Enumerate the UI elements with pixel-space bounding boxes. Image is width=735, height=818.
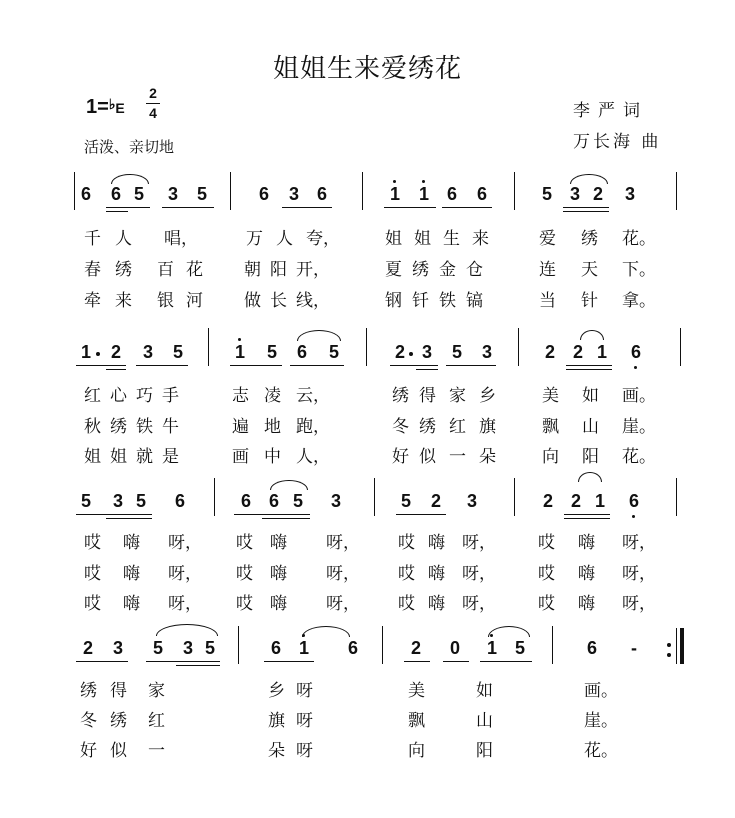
barline bbox=[366, 328, 367, 366]
lyric: 飘 bbox=[408, 711, 425, 731]
lyric: 牛 bbox=[162, 417, 179, 437]
lyric: 呀， bbox=[326, 564, 360, 584]
lyric: 仓 bbox=[466, 260, 483, 280]
beam bbox=[563, 211, 609, 212]
lyric: 牵 bbox=[84, 291, 101, 311]
beam bbox=[106, 207, 150, 208]
lyric: 嗨 bbox=[428, 564, 445, 584]
beam bbox=[396, 514, 446, 515]
beam bbox=[566, 365, 612, 366]
lyric: 红 bbox=[449, 417, 466, 437]
lyric: 哎 bbox=[236, 533, 253, 553]
octave-dot bbox=[238, 338, 241, 341]
lyric: 金 bbox=[439, 260, 456, 280]
note: 6 bbox=[258, 184, 269, 204]
lyric: 花 bbox=[186, 260, 203, 280]
beam bbox=[76, 514, 152, 515]
lyric: 哎 bbox=[538, 564, 555, 584]
lyric: 做 bbox=[244, 291, 261, 311]
note: 5 bbox=[204, 638, 215, 658]
lyric: 人 bbox=[115, 229, 132, 249]
beam bbox=[234, 514, 310, 515]
barline bbox=[208, 328, 209, 366]
key-signature: 1=♭E bbox=[86, 96, 125, 118]
note: 3 bbox=[466, 491, 477, 511]
lyric: 绣 bbox=[110, 417, 127, 437]
lyric: 中 bbox=[264, 447, 281, 467]
lyric: 线， bbox=[296, 291, 330, 311]
slur bbox=[156, 624, 218, 636]
lyric: 拿。 bbox=[622, 291, 656, 311]
note: 5 bbox=[328, 342, 339, 362]
lyric: 呀， bbox=[622, 533, 656, 553]
lyric: 哎 bbox=[398, 594, 415, 614]
note: 6 bbox=[316, 184, 327, 204]
lyric: 人 bbox=[276, 229, 293, 249]
barline bbox=[362, 172, 363, 210]
note: 2 bbox=[570, 491, 581, 511]
lyric: 心 bbox=[110, 386, 127, 406]
octave-dot bbox=[393, 180, 396, 183]
lyric: 崖。 bbox=[584, 711, 618, 731]
lyric: 姐 bbox=[110, 447, 127, 467]
lyric: 银 bbox=[157, 291, 174, 311]
note: 6 bbox=[586, 638, 597, 658]
lyric: 下。 bbox=[622, 260, 656, 280]
note: 3 bbox=[481, 342, 492, 362]
lyric: 来 bbox=[115, 291, 132, 311]
beam bbox=[390, 365, 438, 366]
lyric: 呀， bbox=[168, 564, 202, 584]
beam bbox=[264, 661, 314, 662]
note: 2 bbox=[430, 491, 441, 511]
lyric: 姐 bbox=[385, 229, 402, 249]
lyric: 嗨 bbox=[428, 594, 445, 614]
lyric: 嗨 bbox=[428, 533, 445, 553]
note: 6 bbox=[347, 638, 358, 658]
note: 1 bbox=[298, 638, 309, 658]
note: 3 bbox=[288, 184, 299, 204]
beam bbox=[442, 207, 492, 208]
octave-dot bbox=[422, 180, 425, 183]
beam bbox=[136, 365, 188, 366]
lyric: 绣 bbox=[110, 711, 127, 731]
beam bbox=[563, 207, 609, 208]
note: 2 bbox=[82, 638, 93, 658]
lyric: 冬 bbox=[392, 417, 409, 437]
barline bbox=[676, 172, 677, 210]
note: 5 bbox=[133, 184, 144, 204]
lyric: 河 bbox=[186, 291, 203, 311]
lyric: 嗨 bbox=[123, 594, 140, 614]
lyricist-credit: 李严词 bbox=[573, 101, 648, 121]
beam bbox=[446, 365, 496, 366]
note: 3 bbox=[330, 491, 341, 511]
slur bbox=[570, 174, 608, 184]
lyric: 画 bbox=[232, 447, 249, 467]
note: 5 bbox=[80, 491, 91, 511]
lyric: 如 bbox=[476, 681, 493, 701]
note: 6 bbox=[630, 342, 641, 362]
lyric: 凌 bbox=[264, 386, 281, 406]
augmentation-dot bbox=[96, 352, 100, 356]
lyric: 来 bbox=[472, 229, 489, 249]
lyric: 开， bbox=[296, 260, 330, 280]
lyric: 花。 bbox=[584, 741, 618, 761]
lyric: 似 bbox=[419, 447, 436, 467]
lyric: 爱 bbox=[539, 229, 556, 249]
lyric: 旗 bbox=[268, 711, 285, 731]
note: 6 bbox=[270, 638, 281, 658]
beam bbox=[106, 369, 126, 370]
slur bbox=[488, 626, 530, 637]
lyric: 家 bbox=[449, 386, 466, 406]
lyric: 嗨 bbox=[123, 564, 140, 584]
lyric: 嗨 bbox=[578, 564, 595, 584]
note: 2 bbox=[410, 638, 421, 658]
slur bbox=[111, 174, 149, 184]
lyric: 手 bbox=[162, 386, 179, 406]
lyric: 阳 bbox=[582, 447, 599, 467]
tempo-marking: 活泼、亲切地 bbox=[84, 138, 175, 156]
barline bbox=[518, 328, 519, 366]
note: 2 bbox=[394, 342, 405, 362]
lyric: 呀， bbox=[462, 533, 496, 553]
note: 1 bbox=[418, 184, 429, 204]
note: 6 bbox=[446, 184, 457, 204]
page-title: 姐姐生来爱绣花 bbox=[272, 54, 462, 84]
note: 2 bbox=[544, 342, 555, 362]
lyric: 崖。 bbox=[622, 417, 656, 437]
lyric: 绣 bbox=[419, 417, 436, 437]
beam bbox=[106, 211, 128, 212]
note: 6 bbox=[110, 184, 121, 204]
barline bbox=[676, 478, 677, 516]
note: 5 bbox=[172, 342, 183, 362]
barline bbox=[514, 478, 515, 516]
note: 6 bbox=[268, 491, 279, 511]
lyric: 夸， bbox=[306, 229, 340, 249]
lyric: 得 bbox=[419, 386, 436, 406]
beam bbox=[564, 518, 610, 519]
note: 6 bbox=[174, 491, 185, 511]
beam bbox=[480, 661, 532, 662]
lyric: 千 bbox=[84, 229, 101, 249]
lyric: 地 bbox=[264, 417, 281, 437]
lyric: 呀， bbox=[462, 594, 496, 614]
lyric: 旗 bbox=[479, 417, 496, 437]
lyric: 哎 bbox=[84, 533, 101, 553]
barline bbox=[374, 478, 375, 516]
lyric: 跑， bbox=[296, 417, 330, 437]
note: 2 bbox=[592, 184, 603, 204]
lyric: 嗨 bbox=[578, 594, 595, 614]
lyric: 绣 bbox=[581, 229, 598, 249]
lyric: 铁 bbox=[136, 417, 153, 437]
barline bbox=[230, 172, 231, 210]
lyric: 向 bbox=[408, 741, 425, 761]
lyric: 绣 bbox=[392, 386, 409, 406]
lyric: 山 bbox=[582, 417, 599, 437]
lyric: 哎 bbox=[236, 594, 253, 614]
repeat-dot bbox=[667, 653, 671, 657]
note: 5 bbox=[541, 184, 552, 204]
lyric: 生 bbox=[443, 229, 460, 249]
lyric: 好 bbox=[392, 447, 409, 467]
lyric: 红 bbox=[148, 711, 165, 731]
lyric: 朵 bbox=[479, 447, 496, 467]
barline bbox=[514, 172, 515, 210]
lyric: 镐 bbox=[466, 291, 483, 311]
note: 3 bbox=[142, 342, 153, 362]
lyric: 是 bbox=[162, 447, 179, 467]
beam bbox=[106, 518, 152, 519]
barline bbox=[382, 626, 383, 664]
note: 6 bbox=[628, 491, 639, 511]
lyric: 呀， bbox=[326, 533, 360, 553]
beam bbox=[76, 661, 128, 662]
time-signature: 2 4 bbox=[146, 86, 160, 121]
note: 3 bbox=[112, 638, 123, 658]
lyric: 绣 bbox=[412, 260, 429, 280]
barline bbox=[214, 478, 215, 516]
note: 1 bbox=[594, 491, 605, 511]
composer-credit: 万长海 曲 bbox=[573, 132, 662, 152]
note: 6 bbox=[80, 184, 91, 204]
lyric: 就 bbox=[136, 447, 153, 467]
beam bbox=[262, 518, 310, 519]
lyric: 呀， bbox=[168, 594, 202, 614]
lyric: 嗨 bbox=[270, 564, 287, 584]
lyric: 一 bbox=[449, 447, 466, 467]
octave-dot bbox=[632, 515, 635, 518]
note: 5 bbox=[266, 342, 277, 362]
beam bbox=[162, 207, 214, 208]
lyric: 春 bbox=[84, 260, 101, 280]
lyric: 人， bbox=[296, 447, 330, 467]
lyric: 花。 bbox=[622, 229, 656, 249]
note: 5 bbox=[196, 184, 207, 204]
lyric: 唱， bbox=[164, 229, 198, 249]
barline bbox=[680, 328, 681, 366]
lyric: 呀， bbox=[168, 533, 202, 553]
lyric: 姐 bbox=[414, 229, 431, 249]
lyric: 呀 bbox=[296, 741, 313, 761]
lyric: 飘 bbox=[542, 417, 559, 437]
barline bbox=[552, 626, 553, 664]
final-barline-thick bbox=[680, 628, 684, 664]
lyric: 呀 bbox=[296, 681, 313, 701]
lyric: 嗨 bbox=[578, 533, 595, 553]
lyric: 好 bbox=[80, 741, 97, 761]
augmentation-dot bbox=[409, 352, 413, 356]
note: 3 bbox=[167, 184, 178, 204]
lyric: 如 bbox=[582, 386, 599, 406]
note: 1 bbox=[486, 638, 497, 658]
lyric: 一 bbox=[148, 741, 165, 761]
note: 5 bbox=[152, 638, 163, 658]
note: 5 bbox=[135, 491, 146, 511]
lyric: 哎 bbox=[84, 594, 101, 614]
lyric: 画。 bbox=[622, 386, 656, 406]
beam bbox=[416, 369, 438, 370]
lyric: 哎 bbox=[538, 533, 555, 553]
beam bbox=[146, 661, 220, 662]
lyric: 万 bbox=[246, 229, 263, 249]
note: 3 bbox=[624, 184, 635, 204]
lyric: 绣 bbox=[80, 681, 97, 701]
lyric: 哎 bbox=[236, 564, 253, 584]
lyric: 当 bbox=[539, 291, 556, 311]
note: 3 bbox=[182, 638, 193, 658]
lyric: 天 bbox=[581, 260, 598, 280]
note: 3 bbox=[112, 491, 123, 511]
slur bbox=[270, 480, 308, 490]
lyric: 花。 bbox=[622, 447, 656, 467]
note: 2 bbox=[572, 342, 583, 362]
beam bbox=[282, 207, 332, 208]
beam bbox=[566, 369, 612, 370]
lyric: 呀 bbox=[296, 711, 313, 731]
lyric: 云， bbox=[296, 386, 330, 406]
beam bbox=[76, 365, 126, 366]
lyric: 铁 bbox=[439, 291, 456, 311]
lyric: 哎 bbox=[398, 533, 415, 553]
lyric: 红 bbox=[84, 386, 101, 406]
beam bbox=[176, 665, 220, 666]
lyric: 连 bbox=[539, 260, 556, 280]
beam bbox=[564, 514, 610, 515]
lyric: 乡 bbox=[268, 681, 285, 701]
lyric: 家 bbox=[148, 681, 165, 701]
slur bbox=[580, 330, 604, 340]
lyric: 呀， bbox=[622, 594, 656, 614]
lyric: 呀， bbox=[622, 564, 656, 584]
note: 3 bbox=[569, 184, 580, 204]
slur bbox=[578, 472, 602, 482]
note: 1 bbox=[596, 342, 607, 362]
note: 5 bbox=[514, 638, 525, 658]
lyric: 姐 bbox=[84, 447, 101, 467]
octave-dot bbox=[634, 366, 637, 369]
beam bbox=[290, 365, 344, 366]
note: 5 bbox=[292, 491, 303, 511]
lyric: 夏 bbox=[385, 260, 402, 280]
lyric: 似 bbox=[110, 741, 127, 761]
repeat-dot bbox=[667, 643, 671, 647]
note: 0 bbox=[449, 638, 460, 658]
lyric: 美 bbox=[542, 386, 559, 406]
slur bbox=[297, 330, 341, 341]
note: 2 bbox=[542, 491, 553, 511]
lyric: 哎 bbox=[538, 594, 555, 614]
beam bbox=[443, 661, 469, 662]
note: 1 bbox=[80, 342, 91, 362]
final-barline-thin bbox=[676, 628, 677, 664]
lyric: 百 bbox=[157, 260, 174, 280]
lyric: 钢 bbox=[385, 291, 402, 311]
lyric: 针 bbox=[581, 291, 598, 311]
lyric: 钎 bbox=[412, 291, 429, 311]
barline bbox=[238, 626, 239, 664]
lyric: 嗨 bbox=[123, 533, 140, 553]
note: 5 bbox=[400, 491, 411, 511]
lyric: 呀， bbox=[326, 594, 360, 614]
lyric: 美 bbox=[408, 681, 425, 701]
note: 5 bbox=[451, 342, 462, 362]
lyric: 乡 bbox=[479, 386, 496, 406]
lyric: 志 bbox=[232, 386, 249, 406]
lyric: 向 bbox=[542, 447, 559, 467]
lyric: 嗨 bbox=[270, 533, 287, 553]
lyric: 秋 bbox=[84, 417, 101, 437]
lyric: 阳 bbox=[476, 741, 493, 761]
beam bbox=[404, 661, 430, 662]
beam bbox=[384, 207, 436, 208]
note: 6 bbox=[240, 491, 251, 511]
lyric: 朵 bbox=[268, 741, 285, 761]
note: - bbox=[631, 638, 637, 658]
note: 3 bbox=[421, 342, 432, 362]
lyric: 阳 bbox=[270, 260, 287, 280]
lyric: 巧 bbox=[136, 386, 153, 406]
note: 1 bbox=[234, 342, 245, 362]
note: 2 bbox=[110, 342, 121, 362]
barline bbox=[74, 172, 75, 210]
lyric: 冬 bbox=[80, 711, 97, 731]
slur bbox=[302, 626, 350, 637]
lyric: 得 bbox=[110, 681, 127, 701]
lyric: 遍 bbox=[232, 417, 249, 437]
lyric: 绣 bbox=[115, 260, 132, 280]
lyric: 画。 bbox=[584, 681, 618, 701]
note: 1 bbox=[389, 184, 400, 204]
lyric: 嗨 bbox=[270, 594, 287, 614]
lyric: 哎 bbox=[84, 564, 101, 584]
lyric: 哎 bbox=[398, 564, 415, 584]
lyric: 呀， bbox=[462, 564, 496, 584]
lyric: 朝 bbox=[244, 260, 261, 280]
lyric: 山 bbox=[476, 711, 493, 731]
note: 6 bbox=[296, 342, 307, 362]
beam bbox=[230, 365, 282, 366]
note: 6 bbox=[476, 184, 487, 204]
lyric: 长 bbox=[270, 291, 287, 311]
